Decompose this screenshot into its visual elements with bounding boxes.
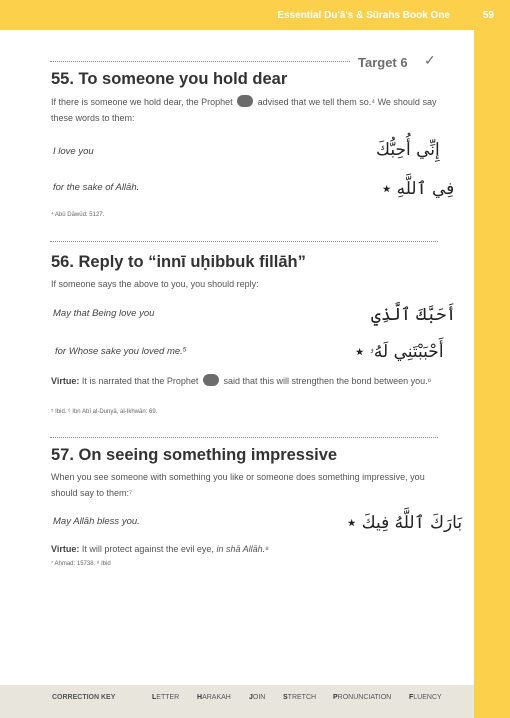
book-title: Essential Du'ā's & Sūrahs Book One <box>277 10 450 21</box>
section-56-intro: If someone says the above to you, you should reply: <box>51 279 259 289</box>
salawat-seal-icon <box>203 374 219 386</box>
salawat-seal-icon <box>237 95 253 107</box>
section-57-virtue: Virtue: It will protect against the evil eye, in shā Allāh.⁸ <box>51 544 269 554</box>
section-56-title: 56. Reply to “innī uḥibbuk fillāh” <box>51 253 306 271</box>
section-56-virtue: Virtue: It is narrated that the Prophet said that this will strengthen the bond between you.⁶ <box>51 376 432 386</box>
target-label: Target 6 <box>358 55 408 70</box>
correction-key-footer <box>0 685 474 718</box>
section-57-intro: When you see someone with something you like or someone does something impressive, you should say to them:⁷ <box>51 472 425 498</box>
key-harakah: HARAKAH <box>197 694 231 701</box>
section-55-footnote: ⁴ Abū Dāwūd: 5127. <box>51 212 105 218</box>
section-55-title: 55. To someone you hold dear <box>51 70 288 88</box>
side-stripe <box>474 30 510 718</box>
check-icon: ✓ <box>424 52 436 68</box>
section-55-arabic-1: إِنِّي أُحِبُّكَ <box>376 140 440 160</box>
section-55-arabic-2: فِي ٱللَّهِ ٭ <box>382 179 455 199</box>
section-55-english-2: for the sake of Allāh. <box>53 182 140 193</box>
key-join: JOIN <box>249 694 266 701</box>
section-56-english-2: for Whose sake you loved me.⁵ <box>55 346 187 357</box>
section-57-english-1: May Allāh bless you. <box>53 516 140 527</box>
section-57-title: 57. On seeing something impressive <box>51 446 338 464</box>
divider <box>50 241 438 242</box>
page-number: 59 <box>482 10 494 21</box>
key-fluency: FLUENCY <box>409 694 442 701</box>
section-56-arabic-1: أَحَبَّكَ ٱلَّذِي <box>371 305 457 325</box>
section-57-footnote: ⁷ Aḥmad: 15738. ⁸ Ibid <box>51 561 111 567</box>
key-pronunciation: PRONUNCIATION <box>333 694 392 701</box>
section-55-english-1: I love you <box>53 146 94 157</box>
section-56-english-1: May that Being love you <box>53 308 155 319</box>
key-letter: LETTER <box>152 694 180 701</box>
key-stretch: STRETCH <box>283 694 317 701</box>
section-57-arabic-1: بَارَكَ ٱللَّهُ فِيكَ ٭ <box>347 513 463 533</box>
section-55-intro: If there is someone we hold dear, the Prophet advised that we tell them so.⁴ We should say these words to them: <box>51 97 437 123</box>
divider <box>50 61 350 62</box>
section-56-footnote: ⁵ Ibid. ⁶ Ibn Abī al-Dunyā, al-Ikhwān: 69. <box>51 409 158 415</box>
correction-key-label: CORRECTION KEY <box>52 694 116 701</box>
section-56-arabic-2: أَحْبَبْتَنِي لَهُۥ ٭ <box>355 342 444 362</box>
divider <box>50 437 438 438</box>
